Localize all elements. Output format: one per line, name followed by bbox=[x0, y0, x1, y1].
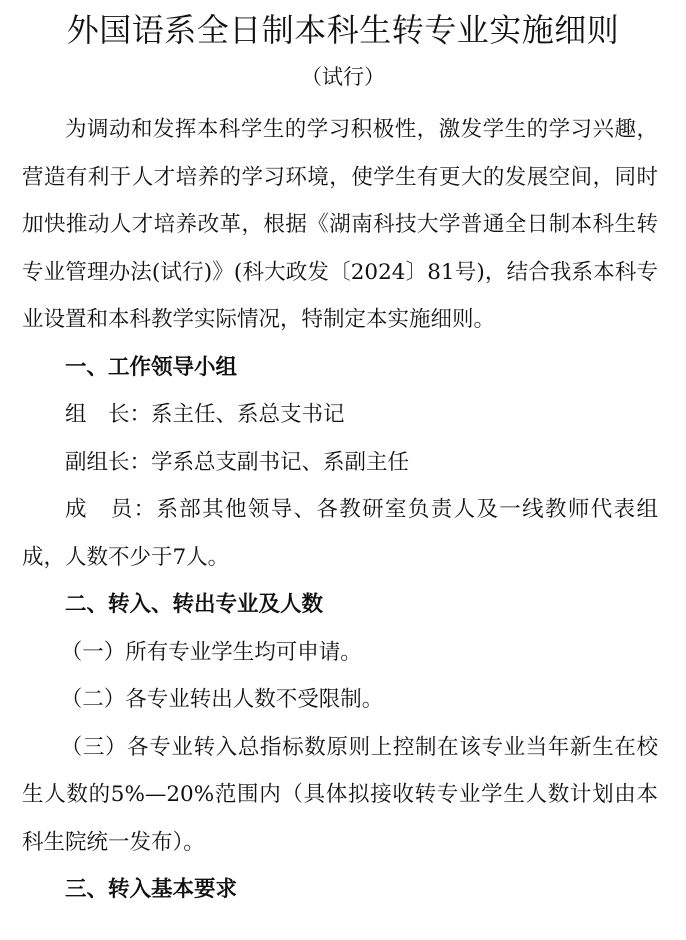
role-value: 系主任、系总支书记 bbox=[151, 402, 345, 427]
section-2-item-1: （一）所有专业学生均可申请。 bbox=[60, 639, 362, 665]
role-value: 学系总支副书记、系副主任 bbox=[151, 449, 410, 475]
role-colon: ： bbox=[129, 449, 152, 475]
section-2-item-3: （三）各专业转入总指标数原则上控制在该专业当年新生在校生人数的5%—20%范围内（具体拟接收转专业学生人数计划由本科生院统一发布）。 bbox=[22, 734, 658, 855]
role-colon: ： bbox=[133, 497, 157, 522]
intro-paragraph: 为调动和发挥本科学生的学习积极性，激发学生的学习兴趣，营造有利于人才培养的学习环境，使学生有更大的发展空间，同时加快推动人才培养改革，根据《湖南科技大学普通全日制本科生转专业管理办法(试行)》(科大政发〔2024〕81号)，结合我系本科专业设置和本科教学实际情况，特制定本实施细则。 bbox=[22, 117, 658, 332]
role-colon: ： bbox=[129, 402, 152, 427]
role-deputy-leader bbox=[22, 439, 658, 487]
section-2-item-2: （二）各专业转出人数不受限制。 bbox=[60, 687, 384, 712]
document-body bbox=[22, 106, 658, 914]
role-value: 系部其他领导、各教研室负责人及一线教师代表组成，人数不少于7人。 bbox=[22, 497, 658, 570]
role-label: 组 长 bbox=[65, 402, 130, 427]
document-subtitle: （试行） bbox=[301, 65, 385, 89]
document-title: 外国语系全日制本科生转专业实施细则 bbox=[66, 11, 620, 49]
role-members bbox=[22, 486, 658, 581]
section-2-heading: 二、转入、转出专业及人数 bbox=[65, 592, 324, 617]
section-3-heading: 三、转入基本要求 bbox=[65, 877, 238, 902]
role-label: 成 员 bbox=[65, 497, 134, 522]
role-label: 副组长 bbox=[65, 449, 130, 475]
role-leader bbox=[22, 391, 658, 439]
section-1-heading: 一、工作领导小组 bbox=[65, 354, 238, 380]
